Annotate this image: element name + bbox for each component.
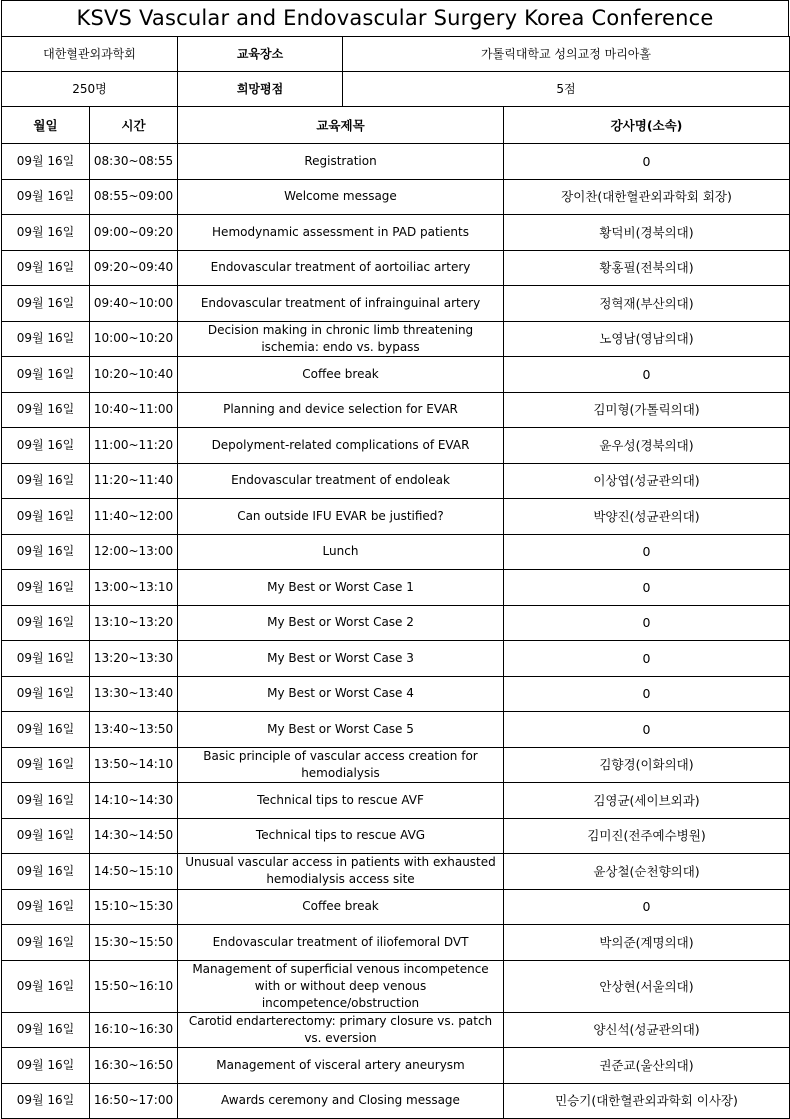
time-cell: 14:10~14:30 [90,783,178,819]
table-row [2,925,790,961]
table-row [2,641,790,677]
info-row-organizer [2,37,790,72]
speaker-cell: 김미진(전주예수병원) [504,818,790,854]
table-row [2,215,790,251]
topic-cell: Coffee break [178,357,504,393]
organizer-value: 대한혈관외과학회 [2,37,178,72]
time-cell: 16:30~16:50 [90,1048,178,1084]
topic-cell: Planning and device selection for EVAR [178,392,504,428]
time-cell: 13:40~13:50 [90,712,178,748]
time-cell: 13:20~13:30 [90,641,178,677]
time-cell: 14:50~15:10 [90,854,178,890]
date-cell: 09월 16일 [2,534,90,570]
date-cell: 09월 16일 [2,747,90,783]
schedule-rows [2,144,790,1119]
table-row [2,676,790,712]
topic-cell: Endovascular treatment of iliofemoral DVT [178,925,504,961]
topic-cell: Awards ceremony and Closing message [178,1083,504,1119]
date-cell: 09월 16일 [2,641,90,677]
topic-cell: Endovascular treatment of infrainguinal artery [178,286,504,322]
date-cell: 09월 16일 [2,712,90,748]
topic-cell: Registration [178,144,504,180]
table-row [2,534,790,570]
table-header [2,107,790,144]
table-row [2,250,790,286]
time-cell: 11:00~11:20 [90,428,178,464]
date-cell: 09월 16일 [2,1012,90,1048]
table-row [2,605,790,641]
time-cell: 09:00~09:20 [90,215,178,251]
table-row [2,321,790,357]
speaker-cell: 김향경(이화의대) [504,747,790,783]
column-header-date: 월일 [2,107,90,144]
topic-cell: My Best or Worst Case 1 [178,570,504,606]
speaker-cell: 김영균(세이브외과) [504,783,790,819]
topic-cell: Management of visceral artery aneurysm [178,1048,504,1084]
score-value: 5점 [556,81,576,96]
time-cell: 11:20~11:40 [90,463,178,499]
topic-cell: Can outside IFU EVAR be justified? [178,499,504,535]
topic-cell: My Best or Worst Case 4 [178,676,504,712]
date-cell: 09월 16일 [2,392,90,428]
venue-label: 교육장소 [178,37,343,71]
date-cell: 09월 16일 [2,250,90,286]
date-cell: 09월 16일 [2,570,90,606]
table-row [2,179,790,215]
table-row [2,392,790,428]
topic-cell: Unusual vascular access in patients with exhausted hemodialysis access site [178,854,504,890]
info-row-score [2,72,790,107]
speaker-cell: 0 [504,357,790,393]
table-row [2,463,790,499]
topic-cell: Depolyment-related complications of EVAR [178,428,504,464]
speaker-cell: 안상현(서울의대) [504,960,790,1012]
speaker-cell: 0 [504,605,790,641]
time-cell: 15:10~15:30 [90,889,178,925]
time-cell: 13:50~14:10 [90,747,178,783]
table-row [2,854,790,890]
time-cell: 13:10~13:20 [90,605,178,641]
topic-cell: Welcome message [178,179,504,215]
time-cell: 08:55~09:00 [90,179,178,215]
speaker-cell: 정혁재(부산의대) [504,286,790,322]
date-cell: 09월 16일 [2,357,90,393]
speaker-cell: 0 [504,570,790,606]
speaker-cell: 권준교(울산의대) [504,1048,790,1084]
date-cell: 09월 16일 [2,286,90,322]
table-row [2,783,790,819]
date-cell: 09월 16일 [2,925,90,961]
time-cell: 15:30~15:50 [90,925,178,961]
date-cell: 09월 16일 [2,428,90,464]
time-cell: 13:00~13:10 [90,570,178,606]
speaker-cell: 윤상철(순천향의대) [504,854,790,890]
date-cell: 09월 16일 [2,818,90,854]
topic-cell: My Best or Worst Case 3 [178,641,504,677]
date-cell: 09월 16일 [2,321,90,357]
topic-cell: Coffee break [178,889,504,925]
table-row [2,1083,790,1119]
speaker-cell: 0 [504,144,790,180]
time-cell: 14:30~14:50 [90,818,178,854]
date-cell: 09월 16일 [2,889,90,925]
time-cell: 11:40~12:00 [90,499,178,535]
speaker-cell: 이상엽(성균관의대) [504,463,790,499]
speaker-cell: 황덕비(경북의대) [504,215,790,251]
date-cell: 09월 16일 [2,1083,90,1119]
date-cell: 09월 16일 [2,215,90,251]
speaker-cell: 0 [504,641,790,677]
table-row [2,570,790,606]
table-row [2,144,790,180]
table-row [2,428,790,464]
topic-cell: Technical tips to rescue AVF [178,783,504,819]
table-row [2,357,790,393]
date-cell: 09월 16일 [2,960,90,1012]
speaker-cell: 양신석(성균관의대) [504,1012,790,1048]
topic-cell: Carotid endarterectomy: primary closure vs. patch vs. eversion [178,1012,504,1048]
speaker-cell: 박의준(계명의대) [504,925,790,961]
column-header-speaker: 강사명(소속) [504,107,790,144]
date-cell: 09월 16일 [2,676,90,712]
topic-cell: Management of superficial venous incompetence with or without deep venous incompetence/obstruction [178,960,504,1012]
topic-cell: Endovascular treatment of aortoiliac artery [178,250,504,286]
venue-value: 가톨릭대학교 성의교정 마리아홀 [481,46,651,61]
date-cell: 09월 16일 [2,783,90,819]
table-row [2,286,790,322]
speaker-cell: 노영남(영남의대) [504,321,790,357]
speaker-cell: 김미형(가톨릭의대) [504,392,790,428]
speaker-cell: 윤우성(경북의대) [504,428,790,464]
date-cell: 09월 16일 [2,499,90,535]
date-cell: 09월 16일 [2,144,90,180]
table-row [2,1048,790,1084]
topic-cell: Basic principle of vascular access creation for hemodialysis [178,747,504,783]
time-cell: 08:30~08:55 [90,144,178,180]
speaker-cell: 0 [504,676,790,712]
speaker-cell: 황홍필(전북의대) [504,250,790,286]
topic-cell: Endovascular treatment of endoleak [178,463,504,499]
table-row [2,818,790,854]
table-row [2,747,790,783]
time-cell: 13:30~13:40 [90,676,178,712]
speaker-cell: 0 [504,534,790,570]
column-header-topic: 교육제목 [178,107,504,144]
date-cell: 09월 16일 [2,605,90,641]
schedule-table [1,36,790,1119]
time-cell: 09:40~10:00 [90,286,178,322]
time-cell: 15:50~16:10 [90,960,178,1012]
time-cell: 10:20~10:40 [90,357,178,393]
date-cell: 09월 16일 [2,179,90,215]
capacity-value: 250명 [2,72,178,107]
score-label: 희망평점 [178,72,343,106]
time-cell: 16:10~16:30 [90,1012,178,1048]
table-row [2,712,790,748]
speaker-cell: 0 [504,712,790,748]
column-header-time: 시간 [90,107,178,144]
speaker-cell: 민승기(대한혈관외과학회 이사장) [504,1083,790,1119]
table-row [2,1012,790,1048]
topic-cell: My Best or Worst Case 2 [178,605,504,641]
topic-cell: Hemodynamic assessment in PAD patients [178,215,504,251]
info-row-organizer-right [178,37,790,72]
info-row-score-right [178,72,790,107]
table-row [2,499,790,535]
date-cell: 09월 16일 [2,854,90,890]
page-title: KSVS Vascular and Endovascular Surgery Korea Conference [1,0,789,36]
table-row [2,960,790,1012]
topic-cell: My Best or Worst Case 5 [178,712,504,748]
time-cell: 12:00~13:00 [90,534,178,570]
schedule-document [1,0,789,1119]
topic-cell: Lunch [178,534,504,570]
time-cell: 10:00~10:20 [90,321,178,357]
speaker-cell: 박양진(성균관의대) [504,499,790,535]
time-cell: 09:20~09:40 [90,250,178,286]
time-cell: 10:40~11:00 [90,392,178,428]
time-cell: 16:50~17:00 [90,1083,178,1119]
speaker-cell: 0 [504,889,790,925]
speaker-cell: 장이찬(대한혈관외과학회 회장) [504,179,790,215]
table-row [2,889,790,925]
date-cell: 09월 16일 [2,463,90,499]
topic-cell: Technical tips to rescue AVG [178,818,504,854]
topic-cell: Decision making in chronic limb threatening ischemia: endo vs. bypass [178,321,504,357]
date-cell: 09월 16일 [2,1048,90,1084]
